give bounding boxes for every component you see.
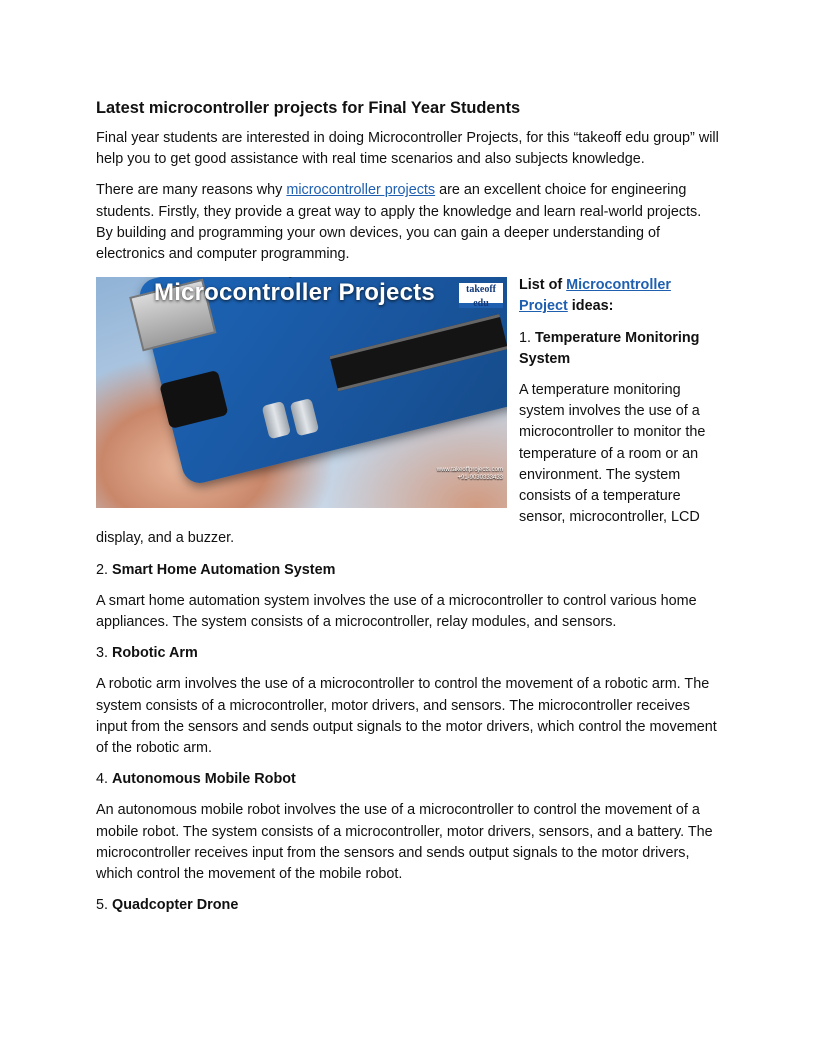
- list-item-heading: [96, 769, 720, 790]
- arduino-board-image: [96, 277, 507, 508]
- reasons-text-before: There are many reasons why: [96, 182, 287, 199]
- reasons-paragraph: [96, 180, 720, 265]
- image-contact-info: [437, 466, 503, 482]
- header-pins-graphic: [286, 277, 493, 278]
- intro-paragraph: Final year students are interested in doing Microcontroller Projects, for this “takeoff edu group” will help you to get good assistance with real time scenarios and also subjects knowledge.: [96, 130, 719, 168]
- capacitor-graphic: [290, 398, 320, 436]
- list-item-number: 3.: [96, 645, 112, 662]
- capacitor-graphic: [262, 401, 292, 439]
- list-item-number: 2.: [96, 561, 112, 578]
- list-item-number: 1.: [519, 329, 535, 346]
- list-item-name: Temperature Monitoring System: [519, 329, 700, 367]
- list-heading-after: ideas:: [567, 298, 614, 315]
- list-item-description: A smart home automation system involves the use of a microcontroller to control various home appliances. The system consists of a microcontroller, relay modules, and sensors.: [96, 592, 697, 631]
- microcontroller-chip-graphic: [329, 314, 507, 391]
- circuit-board-graphic: [136, 277, 507, 487]
- list-item-description: An autonomous mobile robot involves the use of a microcontroller to control the movement of a mobile robot. The system consists of a microcontroller, motor drivers, sensors, and a battery. The microcontroller receives input from the sensors and sends output signals to the motor drivers, which control the movement of the mobile robot.: [96, 802, 713, 883]
- image-website: www.takeoffprojects.com: [436, 467, 503, 474]
- list-heading-before: List of: [519, 277, 567, 294]
- microcontroller-projects-link[interactable]: microcontroller projects: [286, 182, 436, 199]
- list-item-number: 5.: [96, 897, 112, 914]
- list-item-description: A temperature monitoring system involves the use of a microcontroller to monitor the temperature of a room or an environment. The system consists of a temperature sensor, microcontroller, LCD display, and a buzzer.: [96, 382, 706, 547]
- microcontroller-project-link[interactable]: Microcontroller Project: [519, 277, 671, 315]
- reasons-text-after: are an excellent choice for engineering students. Firstly, they provide a great way to apply the knowledge and learn real-world projects. By building and programming your own devices, you can gain a deeper understanding of electronics and computer programming.: [96, 182, 702, 263]
- list-item-description: A robotic arm involves the use of a microcontroller to control the movement of a robotic arm. The system consists of a microcontroller, motor drivers, and sensors. The microcontroller receives input from the sensors and sends output signals to the motor drivers, which control the movement of the robotic arm.: [96, 676, 717, 757]
- list-item-number: 4.: [96, 771, 112, 788]
- document-page: [96, 96, 720, 927]
- list-item-name: Robotic Arm: [112, 645, 198, 662]
- image-phone: +91-9030333433: [457, 475, 503, 482]
- page-title: Latest microcontroller projects for Final Year Students: [96, 99, 521, 117]
- list-item-heading: [96, 643, 720, 664]
- list-item-name: Autonomous Mobile Robot: [112, 771, 296, 788]
- list-item-name: Quadcopter Drone: [112, 897, 239, 914]
- list-item-name: Smart Home Automation System: [112, 561, 336, 578]
- list-item-heading: [96, 560, 720, 581]
- image-caption-title: Microcontroller Projects: [154, 279, 435, 307]
- power-jack-graphic: [159, 370, 228, 429]
- takeoff-edu-logo: takeoff edu: [459, 283, 503, 308]
- list-item-heading: [96, 895, 720, 916]
